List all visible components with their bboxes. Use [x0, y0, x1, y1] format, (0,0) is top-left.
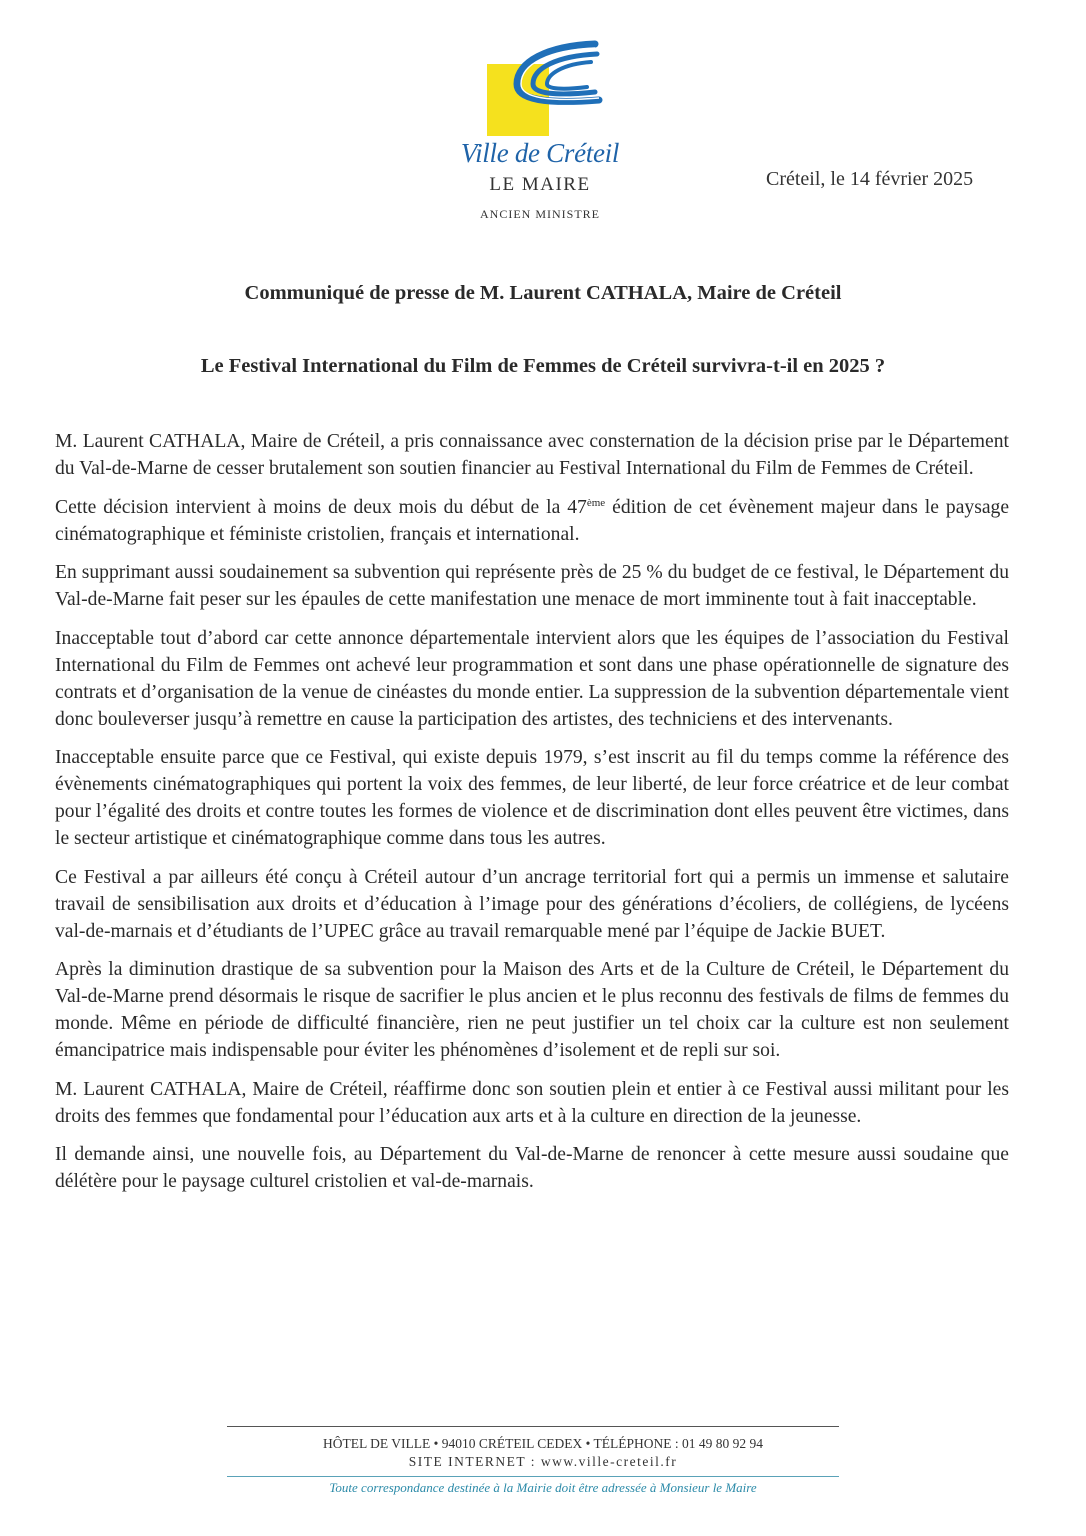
paragraph: Ce Festival a par ailleurs été conçu à Créteil autour d’un ancrage territorial fort qui a permis un immense et salutaire travail de sensibilisation aux droits et d’éducation à l’image pour des générations d’écoliers, de collégiens, de lycéens val-de-marnais et d’étudiants de l’UPEC grâce au travail remarquable mené par l’équipe de Jackie BUET. — [55, 866, 1009, 942]
paragraph — [55, 494, 1009, 548]
ville-de-creteil-logo-icon — [487, 32, 607, 142]
paragraph: Inacceptable tout d’abord car cette annonce départementale intervient alors que les équipes de l’association du Festival International du Film de Femmes ont achevé leur programmation et sont dans une phase opérationnelle de signature des contrats et d’organisation de la venue de cinéastes du monde entier. La suppression de la subvention départementale vient donc bouleverser jusqu’à remettre en cause la participation des artistes, des techniciens et des intervenants. — [55, 627, 1009, 730]
paragraph-text: Cette décision intervient à moins de deux mois du début de la 47 — [55, 496, 587, 518]
press-release-body — [55, 428, 1009, 1207]
city-name: Ville de Créteil — [460, 138, 620, 168]
communique-heading: Communiqué de presse de M. Laurent CATHALA, Maire de Créteil — [244, 282, 842, 304]
press-release-title: Le Festival International du Film de Femmes de Créteil survivra-t-il en 2025 ? — [200, 355, 886, 377]
paragraph: M. Laurent CATHALA, Maire de Créteil, réaffirme donc son soutien plein et entier à ce Festival aussi militant pour les droits des femmes que fondamental pour l’éducation aux arts et à la culture en direction de la jeunesse. — [55, 1078, 1009, 1127]
footer-divider — [227, 1426, 839, 1427]
paragraph: Après la diminution drastique de sa subvention pour la Maison des Arts et de la Culture de Créteil, le Département du Val-de-Marne prend désormais le risque de sacrifier le plus ancien et le plus reconnu des festivals de films de femmes du monde. Même en période de difficulté financière, rien ne peut justifier un tel choix car la culture est non seulement émancipatrice mais indispensable pour éviter les phénomènes d’isolement et de repli sur soi. — [55, 959, 1009, 1061]
paragraph: Inacceptable ensuite parce que ce Festival, qui existe depuis 1979, s’est inscrit au fil du temps comme la référence des évènements cinématographiques qui portent la voix des femmes, de leur liberté, de leur force créatrice et de leur combat pour l’égalité des droits et contre toutes les formes de violence et de discrimination dont elles peuvent être victimes, dans le secteur artistique et cinématographique comme dans tous les autres. — [55, 747, 1009, 849]
footer-notice: Toute correspondance destinée à la Mairie doit être adressée à Monsieur le Maire — [329, 1480, 757, 1495]
paragraph: Il demande ainsi, une nouvelle fois, au Département du Val-de-Marne de renoncer à cette mesure aussi soudaine que délétère pour le paysage culturel cristolien et val-de-marnais. — [55, 1144, 1009, 1192]
letter-date: Créteil, le 14 février 2025 — [766, 168, 974, 190]
ordinal-superscript: ème — [586, 496, 606, 509]
paragraph: En supprimant aussi soudainement sa subvention qui représente près de 25 % du budget de ce festival, le Département du Val-de-Marne fait peser sur les épaules de cette manifestation une menace de mort imminente tout à fait inacceptable. — [55, 562, 1009, 610]
paragraph-text: édition de cet évènement majeur dans le paysage cinématographique et féministe cristolien, français et international. — [55, 496, 1010, 545]
footer-divider — [227, 1476, 839, 1477]
footer-address: HÔTEL DE VILLE • 94010 CRÉTEIL CEDEX • TÉLÉPHONE : 01 49 80 92 94 — [323, 1436, 763, 1451]
footer-website: SITE INTERNET : www.ville-creteil.fr — [408, 1454, 678, 1469]
paragraph: M. Laurent CATHALA, Maire de Créteil, a pris connaissance avec consternation de la décision prise par le Département du Val-de-Marne de cesser brutalement son soutien financier au Festival International du Film de Femmes de Créteil. — [55, 431, 1009, 479]
letterhead-logo — [440, 20, 640, 230]
office-title: LE MAIRE — [489, 174, 591, 195]
office-subtitle: ANCIEN MINISTRE — [480, 207, 600, 221]
